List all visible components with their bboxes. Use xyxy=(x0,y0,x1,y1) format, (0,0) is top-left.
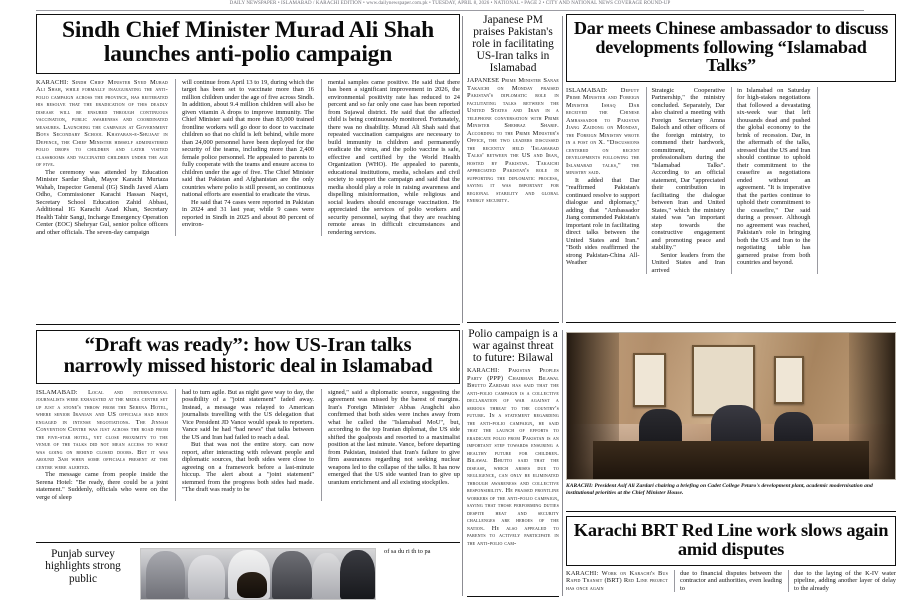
masthead-rule xyxy=(36,10,864,11)
column-2-para-2: He said that 74 cases were reported in Pakistan in 2024 and 31 last year, while 9 cases were reported in Sindh in 2025 and about 80 percent of environ- xyxy=(182,198,314,229)
divider-bilawal xyxy=(467,596,559,597)
column-3 xyxy=(321,79,460,237)
article-columns-brt xyxy=(566,570,896,593)
brt-column-1-para-1: KARACHI: Work on Karachi's Bus Rapid Transit (BRT) Red Line project has once again xyxy=(566,569,668,592)
draft-column-3 xyxy=(321,389,460,502)
column-1-para-2: The ceremony was attended by Education Minister Sardar Shah, Mayor Karachi Murtaza Wahab, Inspector General (IG) Sindh Javed Alam Odho, Commissioner Karachi Hassan Naqvi, Secretary School Education Zahid Abbasi, Additional IG Karachi Azad Khan, Secretary Health Tahir Sangi, Incharge Emergency Operation Center (EOC) Shehryar Gul, senior police officers and other officials. The seven-day campaign xyxy=(36,168,168,236)
punjab-photo-person-6 xyxy=(340,550,375,600)
masthead-strip xyxy=(0,0,900,13)
column-divider-lower-b xyxy=(562,330,563,596)
draft-column-1-para-1: ISLAMABAD: Local and international journalists were exhausted at the media centre set up just a stone's throw from the Serena Hotel, where senior Iranian and US officials had been engaged in intense negotiations. The Jinnah Convention Centre was just across the road from the five-star hotel, yet close proximity to the venue of the talks did not mean access to what was going on behind closed doors. But it was around 3am when some officials present at the centre were alerted. xyxy=(36,388,168,471)
bilawal-body xyxy=(467,367,559,547)
column-divider-left-a xyxy=(462,16,463,323)
divider-japan-pm xyxy=(467,322,559,323)
article-columns-dar xyxy=(566,87,896,275)
dar-column-1-para-2: It added that Dar "reaffirmed Pakistan's continued resolve to support dialogue and diplomacy," adding that "Ambassador Jiang commended Pakistan's important role in facilitating direct talks between the United States and Iran." "Both sides reaffirmed the strong Pakistan-China All-Weather xyxy=(566,176,640,267)
divider-main-polio xyxy=(36,324,460,325)
brt-column-2 xyxy=(674,570,782,593)
dar-column-4 xyxy=(817,87,897,275)
dar-column-1-para-1: ISLAMABAD: Deputy Prime Minister and Foreign Minister Ishaq Dar received the Chinese Ambassador to Pakistan Jiang Zaidong on Monday, the Foreign Ministry wrote in a post on X. "Discussions centered on recent developments following the Islamabad talks," the ministry said. xyxy=(566,86,640,177)
draft-column-3-para-1: signed," said a diplomatic source, suggesting the agreement was missed by the barest of margins. Iran's Foreign Minister Abbas Araghchi also confirmed that both sides were inches away from what he called the "Islamabad MoU", but, according to the top Iranian diplomat, the US side shifted the goalposts and resorted to a maximalist position at the last minute. Vance, before departing from Pakistan, insisted that Iran's failure to give firm assurances regarding not seeking nuclear weapons led to the collapse of the talks. It has now emerged that the US side wanted Iran to give up uranium enrichment and all existing stockpiles. xyxy=(328,388,460,486)
photo-punjab-survey xyxy=(140,548,376,600)
article-karachi-brt xyxy=(566,516,896,592)
headline-main-polio: Sindh Chief Minister Murad Ali Shah launches anti-polio campaign xyxy=(62,17,434,67)
punjab-side-column-text: of sa du ri th to pa xyxy=(384,548,431,555)
dar-column-2-para-1: Strategic Cooperative Partnership," the ministry concluded. Separately, Dar also chaired a meeting with Foreign Secretary Amna Baloch and other officers of the foreign ministry, to commend their hardwork, commitment, and professionalism during the "Islamabad Talks". According to an official statement, Dar "appreciated their contribution in facilitating the dialogue between Iran and United States," which the ministry stated was "an important step towards the constructive engagement and promoting peace and stability." xyxy=(651,86,725,252)
column-2 xyxy=(175,79,314,237)
article-columns-main-polio xyxy=(36,79,460,237)
column-3-para-1: mental samples came positive. He said that there has been a significant improvement in 2026, the environmental positivity rate has reduced to 24 percent and so far only one case has been reported from Sujawal district. He said that the affected child is being continuously monitored. Fortunately, there was no disability. Murad Ali Shah said that repeated vaccination campaigns are necessary to build immunity in children and permanently eradicate the virus, and the polio vaccine is safe, effective and certified by the World Health Organization (WHO). He appealed to parents, educational institutions, media, scholars and civil society to support the campaign and said that the media should play a role in raising awareness and dispelling misinformation, while religious and social leaders should encourage vaccination. He appreciated the services of polio workers and security personnel, saying that they are reaching remote areas in difficult circumstances and rendering services. xyxy=(328,78,460,236)
bilawal-para-1: KARACHI: Pakistan Peoples Party (PPP) Chairman Bilawal Bhutto Zardari has said that the anti-polio campaign is a collective declaration of war against a serious threat to the country's future. In a statement regarding the anti-polio campaign, he said that the launch of efforts to eradicate polio from Pakistan is an important step towards ensuring a healthy future for children. Bilawal Bhutto said that the disease, which arises due to negligence, can only be eliminated through awareness and collective responsibility. He praised frontline workers of the anti-polio campaign, saying that those performing duties despite heat and security challenges are heroes of the nation. He also appealed to parents to actively participate in the anti-polio cam- xyxy=(467,367,559,547)
dar-column-3 xyxy=(731,87,811,275)
divider-punjab xyxy=(36,542,460,543)
divider-brt xyxy=(566,511,896,512)
headline-box-main-polio xyxy=(36,14,460,74)
headline-japan-pm: Japanese PM praises Pakistan's role in facilitating US-Iran talks in Islamabad xyxy=(472,14,554,74)
photo-wall-frame-3 xyxy=(774,356,804,404)
photo-punjab-image xyxy=(140,548,376,600)
japan-pm-body xyxy=(467,77,559,205)
punjab-photo-head xyxy=(237,572,267,598)
masthead-strip-text: DAILY NEWSPAPER • ISLAMABAD / KARACHI EDITION • www.dailynewspaper.com.pk • TUESDAY, APRIL 8, 2026 • NATIONAL • PAGE 2 • CITY AND NATIONAL NEWS COVERAGE ROUND-UP xyxy=(229,1,671,6)
brt-column-3-para-1: due to the laying of the K-IV water pipeline, adding another layer of delay to the already xyxy=(794,569,896,592)
punjab-photo-person-2 xyxy=(188,555,225,599)
headline-punjab-survey: Punjab survey highlights strong public xyxy=(45,548,121,585)
column-1-para-1: KARACHI: Sindh Chief Minister Syed Murad Ali Shah, while formally inaugurating the anti-polio campaign across the province, has reiterated his resolve that the eradication of this deadly disease will be ensured through continuous vaccination, public awareness and coordinated measures. Launching the campaign at Government Boys Secondary School Khayaban-e-Shujaat in Defence, the Chief Minister himself administered polio drops to children and later visited classrooms and vaccinated children under the age of five. xyxy=(36,78,168,169)
draft-column-2 xyxy=(175,389,314,502)
headline-box-brt xyxy=(566,516,896,566)
divider-dar xyxy=(566,322,896,323)
punjab-photo-person-1 xyxy=(146,551,186,599)
headline-box-draft xyxy=(36,330,460,384)
brt-column-1 xyxy=(566,570,668,593)
photo-block-zardari xyxy=(566,332,896,497)
headline-box-dar xyxy=(566,14,896,82)
dar-column-3-para-1: in Islamabad on Saturday for high-stakes negotiations that followed a devastating six-week war that left thousands dead and pushed the global economy to the brink of recession. Dar, in the aftermath of the talks, stressed that the US and Iran should continue to uphold their commitment to the ceasefire as negotiations ended without an agreement. "It is imperative that the parties continue to uphold their commitment to the ceasefire," Dar said during a presser. Although no agreement was reached, Pakistan's role in bringing both the US and Iran to the negotiating table has garnered praise from both countries and beyond. xyxy=(737,86,811,267)
draft-column-2-para-2: But that was not the entire story. can now report, after interacting with relevant people and diplomatic sources, that both sides were close to agreeing on a framework before a last-minute hiccup. The alert about a "joint statement" stemmed from the progress both sides had made. "The draft was ready to be xyxy=(182,441,314,494)
punjab-photo-person-4 xyxy=(272,551,312,600)
column-divider-left-b xyxy=(562,16,563,323)
draft-column-1 xyxy=(36,389,168,502)
photo-conference-table xyxy=(593,441,869,479)
article-dar-chinese-ambassador xyxy=(566,14,896,274)
headline-dar: Dar meets Chinese ambassador to discuss developments following “Islamabad Talks” xyxy=(573,18,889,76)
article-main-polio xyxy=(36,14,460,236)
column-divider-lower-a xyxy=(462,330,463,596)
article-punjab-survey xyxy=(36,548,460,585)
article-bilawal-polio xyxy=(467,328,559,547)
article-draft-was-ready xyxy=(36,330,460,501)
photo-zardari-briefing xyxy=(566,332,896,480)
headline-bilawal: Polio campaign is a war against threat to future: Bilawal xyxy=(468,328,558,364)
punjab-side-column xyxy=(384,548,492,556)
dar-column-2 xyxy=(646,87,726,275)
article-japan-pm xyxy=(467,14,559,205)
headline-draft: “Draft was ready”: how US-Iran talks narrowly missed historic deal in Islamabad xyxy=(63,334,433,377)
brt-column-2-para-1: due to financial disputes between the contractor and authorities, even leading to xyxy=(680,569,782,592)
brt-column-3 xyxy=(788,570,896,593)
draft-column-1-para-2: The message came from people inside the Serena Hotel: "Be ready, there could be a joint statement." Suddenly, officials who were on the verge of sleep xyxy=(36,471,168,501)
article-columns-draft xyxy=(36,389,460,502)
photo-caption-zardari: KARACHI: President Asif Ali Zardari chairing a briefing on Cadet College Petaro's development plant, academic modernisation and institutional priorities at the Chief Minister House. xyxy=(566,483,873,496)
japan-pm-para-1: JAPANESE Prime Minister Sanae Takaichi on Monday praised Pakistan's diplomatic role in facilitating talks between the United States and Iran in a telephone conversation with Prime Minister Shehbaz Sharif. According to the Prime Minister's Office, the two leaders discussed the recently held 'Islamabad Talks' between the US and Iran, hosted by Pakistan. Takaichi appreciated Pakistan's role in supporting the diplomatic process, saying it was important for regional stability and global energy security. xyxy=(467,77,559,204)
dar-column-1 xyxy=(566,87,640,275)
draft-column-2-para-1: had to turn agile. But as night gave way to day, the possibility of a "joint statement" faded away. Instead, a message was relayed to American journalists travelling with the US delegation that Vice President JD Vance would speak to reporters. Vance said he had "bad news" that talks between the US and Iran had failed to reach a deal. xyxy=(182,388,314,441)
headline-brt: Karachi BRT Red Line work slows again amid disputes xyxy=(573,520,889,559)
column-2-para-1: will continue from April 13 to 19, during which the target has been set to vaccinate more than 16 million children under the age of five across Sindh. In addition, about 9.4 million children will also be given vitamin A drops to improve immunity. The Chief Minister said that more than 83,000 trained frontline workers will go door to door to vaccinate children so that no child is left behind, while more than 24,000 personnel have been deployed for the security of the teams, including more than 2,400 female police personnel. He appealed to parents to fully cooperate with the teams and ensure access to children under the age of five. The Chief Minister said that Pakistan and Afghanistan are the only countries where polio is still present, so continuous national efforts are essential to eradicate the virus. xyxy=(182,78,314,199)
photo-wall-frame-1 xyxy=(633,353,667,407)
column-1 xyxy=(36,79,168,237)
punjab-photo-person-5 xyxy=(312,553,342,599)
dar-column-2-para-2: Senior leaders from the United States and Iran arrived xyxy=(651,251,725,274)
